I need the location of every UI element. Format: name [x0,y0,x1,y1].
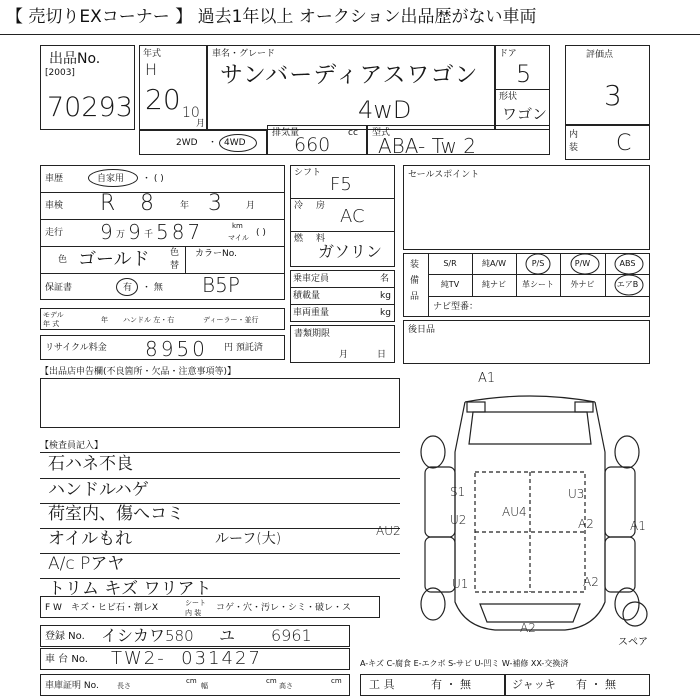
mileage-man-label: 万 [116,230,126,240]
car-hood [469,412,591,444]
recycle-box [40,335,285,360]
registration-area: イシカワ [101,626,166,645]
fuel-value: ガソリン [318,242,383,261]
rear-window [480,604,580,622]
aircon-value: AC [340,206,365,227]
tools-row [360,674,505,696]
mileage-sen-label: 千 [144,230,154,240]
color-change-label-2: 替 [170,261,180,271]
drive-4wd: 4WD [224,138,246,148]
color-code-label: カラーNo. [195,249,237,259]
recycle-suffix: 円 預託済 [224,343,263,353]
equip-pw-circle [571,254,599,274]
name-box [207,45,495,130]
door-value: 5 [516,60,532,88]
sales-point-label: セールスポイント [408,170,480,180]
cert-label: 車庫証明 No. [45,681,99,691]
doc-deadline-box [290,325,395,363]
mark-right-side: A1 [630,519,646,533]
warranty-rest: ・ 無 [142,283,163,293]
equip-abs-circle [615,254,643,274]
tools-label: 工 具 [369,678,395,691]
wheel-rear-right [615,588,639,620]
chassis-row [40,648,350,670]
inspection-year: 8 [140,191,154,216]
drive-box [139,130,267,155]
load-label: 積載量 [293,291,321,301]
legend: A-キズ C-腐食 E-エクボ S-サビ U-凹ミ W-補修 XX-交換済 [360,659,569,668]
cert-high: 高さ [279,682,293,690]
mark-front: A1 [478,371,496,386]
year-value: 20 [145,83,181,116]
capacity-unit: 名 [380,274,390,284]
interior-box [565,125,650,160]
year-month: 10 [182,105,200,121]
shift-value: F5 [330,174,352,195]
lot-box [40,45,135,130]
warranty-circle [116,278,138,296]
weight-label: 車両重量 [293,308,330,318]
door-box [495,45,550,90]
engine-label: 排気量 [272,128,300,138]
inspector-line-6: トリム キズ ワリアト [48,579,212,599]
drive-2wd: 2WD [176,138,198,148]
rear-items-box [403,320,650,364]
inspection-month-label: 月 [246,201,256,211]
equipment-circles [403,253,650,317]
equip-tv: 純TV [440,280,460,289]
mark-left-mid: U2 [450,513,467,527]
cert-long-cm: cm [186,677,197,685]
load-unit: kg [380,291,391,301]
equip-aw: 純A/W [481,259,507,268]
capacity-label: 乗車定員 [293,274,330,284]
warranty-value: 有 [123,283,133,293]
wheel-front-right [615,436,639,468]
equip-navi: 純ナビ [482,280,506,289]
year-era: H [145,60,158,79]
equip-airbag: エアB [616,280,639,289]
history-rest: ・ ( ) [142,174,164,184]
fuel-label-1: 燃 [294,234,304,244]
wheel-front-left [421,436,445,468]
front-bumper [465,396,595,402]
mark-rear: A2 [520,621,536,635]
sales-point-box [403,165,650,250]
registration-kana: ユ [219,626,236,645]
model-label: 型式 [372,128,391,138]
mark-right-top: U3 [568,487,585,501]
fw-seat-2: 内 装 [185,609,202,617]
shape-label: 形状 [499,92,518,102]
fw-label: F W [45,603,62,613]
color-value: ゴールド [78,249,150,270]
color-label: 色 [58,255,68,265]
inspector-line-1: 石ハネ不良 [48,454,133,474]
chassis-label: 車 台 No. [45,654,88,665]
inspection-month: 3 [208,191,222,216]
left-rear-panel [425,537,455,592]
wheel-rear-left [421,588,445,620]
history-circle [88,169,138,187]
equip-pw: P/W [574,259,591,268]
headlight-right [575,402,593,412]
mileage-label: 走行 [45,228,64,238]
shape-value: ワゴン [502,105,548,123]
inspection-year-label: 年 [180,201,190,211]
mark-left-bottom: U1 [452,577,469,591]
lot-year-tag: [2003] [45,68,75,78]
warranty-label: 保証書 [45,283,73,293]
inspector-line-5: A/c Pアヤ [48,554,125,574]
spare-label: スペア [618,637,648,648]
inspector-label: 【検査員記入】 [40,441,104,451]
equip-airbag-circle [615,275,643,295]
history-label: 車歴 [45,174,64,184]
engine-value: 660 [294,134,331,156]
banner-divider [0,34,700,35]
mileage-unit-mile: マイル [228,234,249,242]
score-label: 評価点 [586,50,614,60]
inspection-era: R [100,191,116,216]
recycle-label: リサイクル料金 [45,343,107,353]
cert-high-cm: cm [331,677,342,685]
door-label: ドア [499,49,517,59]
year-label: 年式 [143,49,162,59]
history-value: 自家用 [97,174,125,184]
chassis-value: TW2- 031427 [111,648,262,669]
mileage-sen: 9 [128,220,141,244]
fuel-label-2: 料 [316,234,326,244]
fw-defects: コゲ・穴・汚レ・シミ・破レ・ス [216,603,352,613]
mileage-rest: 587 [156,220,204,244]
aircon-label-1: 冷 [294,201,304,211]
seller-notes-box [40,378,400,428]
drive-dot: ・ [208,138,218,148]
model-year-dealer: ディーラー・並行 [203,316,259,324]
mark-center: AU4 [502,505,527,519]
car-diagram [405,372,655,647]
model-year-year: 年 [101,316,108,324]
registration-num: 6961 [271,626,312,645]
banner-title: 【 売切りEXコーナー 】 過去1年以上 オークション出品歴がない車両 [6,7,537,27]
model-year-box [40,308,285,330]
equip-sr: S/R [443,259,457,268]
model-box [367,125,550,158]
year-month-suffix: 月 [196,119,206,129]
car-grade: 4wD [358,96,412,124]
interior-label-2: 装 [569,143,579,153]
cert-row [40,674,350,696]
inspector-line-4: オイルもれ [48,529,133,549]
shape-box [495,89,550,130]
engine-box [267,125,367,155]
drive-4wd-circle [219,134,257,152]
registration-class: 580 [165,627,194,645]
jack-label: ジャッキ [512,678,556,691]
equipment-label-3: 品 [410,292,420,302]
jack-row [505,674,650,696]
score-value: 3 [604,79,622,112]
inspection-label: 車検 [45,201,64,211]
doc-deadline-label: 書類期限 [294,329,331,339]
headlight-left [467,402,485,412]
fw-items: キズ・ヒビ石・割レX [71,603,158,613]
recycle-value: 8950 [145,337,208,361]
registration-row [40,625,350,647]
mark-right-mid: A2 [578,517,594,531]
aircon-label-2: 房 [316,201,326,211]
equip-abs: ABS [619,259,636,268]
mark-left-side: AU2 [376,524,401,538]
color-change-label-1: 色 [170,248,180,258]
equipment-label-1: 装 [410,260,420,270]
weight-unit: kg [380,308,391,318]
doc-deadline-month: 月 [339,350,349,360]
mark-right-bottom: A2 [583,575,599,589]
model-year-handle: ハンドル 左・右 [123,316,175,324]
equip-ps-circle [526,254,550,274]
right-rear-panel [605,537,635,592]
doc-deadline-day: 日 [377,350,387,360]
model-value: ABA- Tw 2 [378,134,476,158]
model-year-label-1: モデル [43,311,64,319]
car-name: サンバーディアスワゴン [220,62,479,88]
year-box [139,45,207,130]
mileage-unit-km: km [232,222,243,230]
engine-unit: cc [348,128,358,138]
rear-items-label: 後日品 [408,325,436,335]
mark-left-top: S1 [450,485,466,499]
shift-label: シフト [294,168,322,178]
mileage-man: 9 [100,220,113,244]
lot-number: 70293 [47,92,133,123]
cert-wide-cm: cm [266,677,277,685]
inspector-side-note: ルーフ(大) [215,531,282,547]
interior-value: C [616,131,632,156]
equip-leather: 革シート [522,280,554,289]
inspector-line-2: ハンドルハゲ [48,480,149,500]
equipment-label-2: 備 [410,276,420,286]
model-year-label-2: 年 式 [43,320,60,328]
cert-long: 長さ [117,682,131,690]
fw-row [40,596,380,618]
seller-notes-label: 【出品店申告欄(不良箇所・欠品・注意事項等)】 [40,367,237,377]
inspector-line-3: 荷室内、傷へコミ [48,504,184,524]
jack-value: 有 ・ 無 [576,678,616,691]
tools-value: 有 ・ 無 [431,678,471,691]
name-label: 車名・グレード [212,49,276,59]
lot-label: 出品No. [49,51,101,67]
spare-tire-icon [623,602,647,626]
equip-ps: P/S [531,259,545,268]
score-box [565,45,650,125]
fw-seat: シート [185,599,206,607]
equip-ext-navi: 外ナビ [570,280,595,289]
registration-label: 登録 No. [45,631,85,642]
color-code-value: B5P [202,273,240,297]
mileage-paren: ( ) [256,228,266,238]
cert-wide: 幅 [201,682,208,690]
interior-label-1: 内 [569,130,579,140]
equip-navi-model: ナビ型番： [433,302,479,312]
